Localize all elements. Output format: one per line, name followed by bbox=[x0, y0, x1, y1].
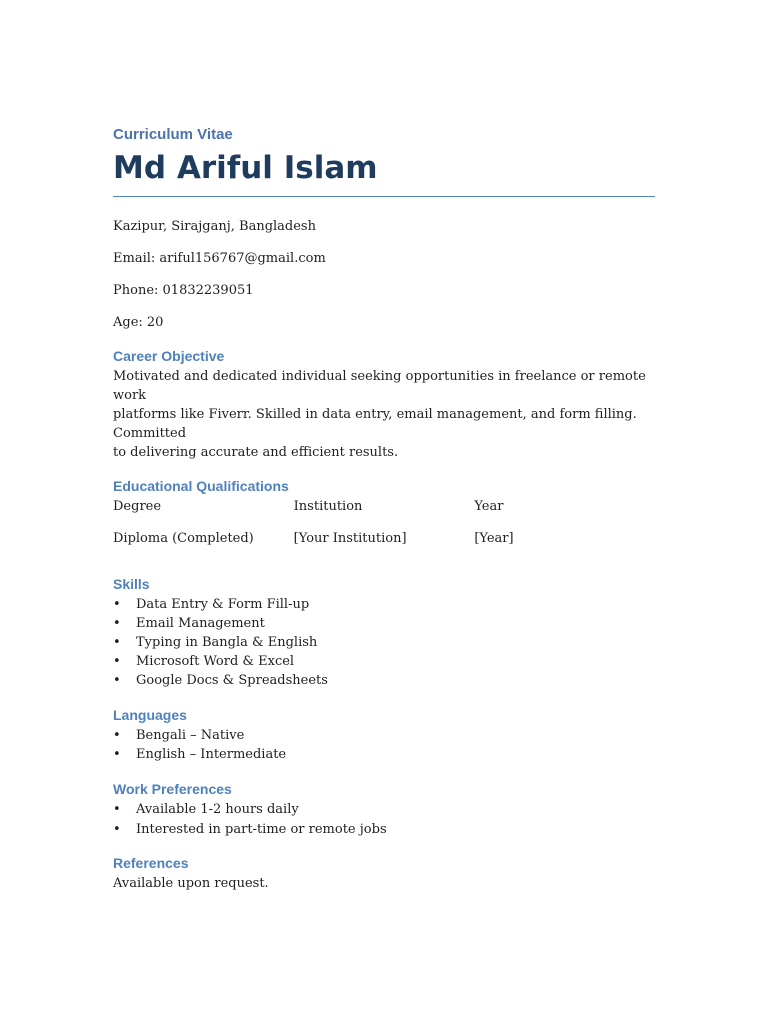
education-heading: Educational Qualifications bbox=[113, 478, 289, 494]
career-objective-line: Motivated and dedicated individual seeking opportunities in freelance or remote work bbox=[113, 369, 646, 403]
education-section bbox=[113, 476, 655, 548]
bullet-icon: • bbox=[113, 654, 121, 669]
references-section bbox=[113, 853, 655, 893]
list-item bbox=[113, 820, 655, 839]
education-column-degree: Degree bbox=[113, 499, 162, 514]
education-column-year: Year bbox=[474, 499, 504, 514]
bullet-icon: • bbox=[113, 822, 121, 837]
bullet-icon: • bbox=[113, 728, 121, 743]
career-objective-line: platforms like Fiverr. Skilled in data entry, email management, and form filling. Committed bbox=[113, 407, 637, 441]
phone-line: Phone: 01832239051 bbox=[113, 283, 254, 298]
skill-text: Microsoft Word & Excel bbox=[136, 654, 295, 669]
work-preferences-heading: Work Preferences bbox=[113, 781, 232, 797]
list-item bbox=[113, 633, 655, 652]
work-preferences-list bbox=[113, 800, 655, 839]
language-text: Bengali – Native bbox=[136, 728, 245, 743]
languages-section bbox=[113, 705, 655, 764]
list-item bbox=[113, 671, 655, 690]
languages-heading: Languages bbox=[113, 707, 187, 723]
bullet-icon: • bbox=[113, 747, 121, 762]
bullet-icon: • bbox=[113, 673, 121, 688]
education-degree-cell: Diploma (Completed) bbox=[113, 531, 254, 546]
education-year-cell: [Year] bbox=[474, 531, 514, 546]
cv-content bbox=[113, 124, 655, 893]
list-item bbox=[113, 800, 655, 819]
contact-block bbox=[113, 217, 655, 332]
references-text: Available upon request. bbox=[113, 876, 269, 891]
bullet-icon: • bbox=[113, 635, 121, 650]
language-text: English – Intermediate bbox=[136, 747, 287, 762]
document-subtitle: Curriculum Vitae bbox=[113, 126, 233, 143]
preference-text: Interested in part-time or remote jobs bbox=[136, 822, 387, 837]
list-item bbox=[113, 726, 655, 745]
list-item bbox=[113, 614, 655, 633]
references-heading: References bbox=[113, 855, 189, 871]
bullet-icon: • bbox=[113, 802, 121, 817]
skill-text: Typing in Bangla & English bbox=[136, 635, 318, 650]
skill-text: Email Management bbox=[136, 616, 265, 631]
skill-text: Data Entry & Form Fill-up bbox=[136, 597, 310, 612]
career-objective-line: to delivering accurate and efficient results. bbox=[113, 445, 399, 460]
email-line: Email: ariful156767@gmail.com bbox=[113, 251, 326, 266]
list-item bbox=[113, 595, 655, 614]
career-objective-heading: Career Objective bbox=[113, 348, 225, 364]
bullet-icon: • bbox=[113, 597, 121, 612]
education-institution-cell: [Your Institution] bbox=[293, 531, 407, 546]
career-objective-section bbox=[113, 346, 655, 462]
work-preferences-section bbox=[113, 779, 655, 839]
skills-section bbox=[113, 574, 655, 690]
list-item bbox=[113, 652, 655, 671]
education-column-institution: Institution bbox=[293, 499, 363, 514]
skill-text: Google Docs & Spreadsheets bbox=[136, 673, 328, 688]
education-row bbox=[113, 529, 655, 548]
bullet-icon: • bbox=[113, 616, 121, 631]
candidate-name: Md Ariful Islam bbox=[113, 148, 655, 197]
address-line: Kazipur, Sirajganj, Bangladesh bbox=[113, 219, 316, 234]
education-header-row bbox=[113, 497, 655, 516]
list-item bbox=[113, 745, 655, 764]
languages-list bbox=[113, 726, 655, 764]
skills-heading: Skills bbox=[113, 576, 150, 592]
age-line: Age: 20 bbox=[113, 315, 164, 330]
skills-list bbox=[113, 595, 655, 690]
preference-text: Available 1-2 hours daily bbox=[136, 802, 299, 817]
